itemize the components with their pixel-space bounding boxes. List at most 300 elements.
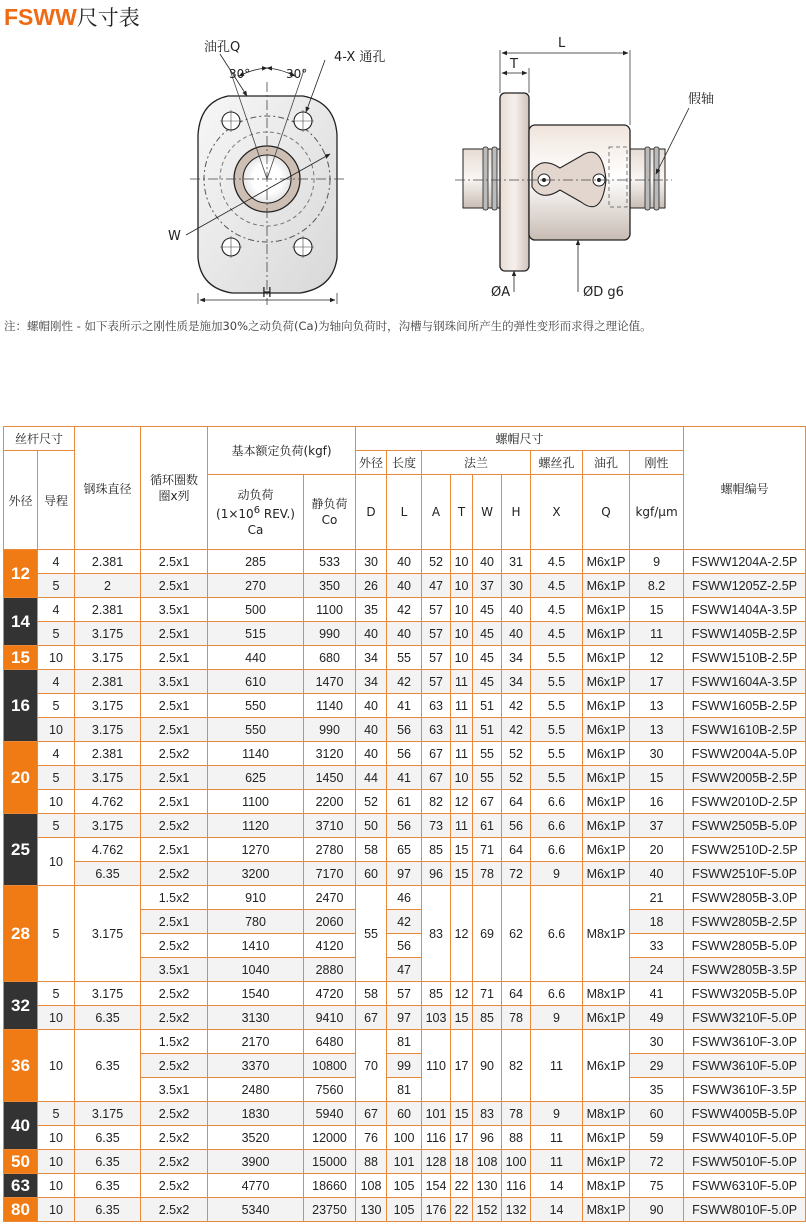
table-cell: M6x1P: [583, 742, 630, 766]
table-cell: 10: [38, 1030, 75, 1102]
model-cell: FSWW5010F-5.0P: [684, 1150, 806, 1174]
header-load-rating: 基本额定负荷(kgf): [208, 427, 356, 475]
table-cell: 550: [208, 694, 304, 718]
table-cell: 10800: [304, 1054, 356, 1078]
header-outer-dia: 外径: [4, 451, 38, 550]
table-cell: M6x1P: [583, 646, 630, 670]
table-cell: 1410: [208, 934, 304, 958]
table-cell: 22: [451, 1198, 473, 1222]
spec-table: [3, 426, 806, 1222]
table-cell: 152: [473, 1198, 502, 1222]
table-cell: 103: [422, 1006, 451, 1030]
table-cell: M6x1P: [583, 550, 630, 574]
table-cell: 57: [422, 598, 451, 622]
table-cell: M6x1P: [583, 766, 630, 790]
table-cell: 3900: [208, 1150, 304, 1174]
table-cell: 56: [502, 814, 531, 838]
table-cell: 61: [473, 814, 502, 838]
header-d: D: [356, 475, 387, 550]
table-cell: 55: [473, 766, 502, 790]
table-cell: 5.5: [531, 670, 583, 694]
table-cell: 116: [502, 1174, 531, 1198]
table-row: [4, 598, 806, 622]
through-hole-label: 4-X 通孔: [334, 50, 386, 65]
table-cell: M8x1P: [583, 886, 630, 982]
model-cell: FSWW1404A-3.5P: [684, 598, 806, 622]
title-suffix: 尺寸表: [76, 6, 140, 30]
table-cell: 45: [473, 670, 502, 694]
table-cell: 5940: [304, 1102, 356, 1126]
table-cell: 40: [630, 862, 684, 886]
table-cell: 41: [387, 766, 422, 790]
table-cell: 5: [38, 694, 75, 718]
model-cell: FSWW2805B-2.5P: [684, 910, 806, 934]
table-row: [4, 886, 806, 910]
header-ball-dia: 钢珠直径: [75, 427, 141, 550]
table-cell: 71: [473, 838, 502, 862]
header-model: 螺帽编号: [684, 427, 806, 550]
table-cell: 3.5x1: [141, 670, 208, 694]
table-cell: 2.381: [75, 670, 141, 694]
table-cell: 5340: [208, 1198, 304, 1222]
table-cell: 3.5x1: [141, 1078, 208, 1102]
table-cell: 51: [473, 718, 502, 742]
table-cell: 40: [502, 622, 531, 646]
table-cell: 55: [473, 742, 502, 766]
table-row: [4, 574, 806, 598]
table-cell: 34: [356, 670, 387, 694]
table-cell: 18660: [304, 1174, 356, 1198]
table-cell: 1100: [304, 598, 356, 622]
screw-outer-dia: 50: [4, 1150, 38, 1174]
table-cell: 41: [630, 982, 684, 1006]
table-cell: 67: [422, 742, 451, 766]
table-cell: 15000: [304, 1150, 356, 1174]
angle-left-label: 30°: [229, 67, 251, 81]
table-cell: 12: [451, 886, 473, 982]
table-cell: 97: [387, 1006, 422, 1030]
table-cell: 6.6: [531, 838, 583, 862]
table-cell: 2.5x2: [141, 1150, 208, 1174]
dia-d-label: ØD g6: [583, 285, 624, 300]
table-cell: 533: [304, 550, 356, 574]
table-cell: 1470: [304, 670, 356, 694]
table-cell: 58: [356, 838, 387, 862]
table-cell: 5: [38, 574, 75, 598]
table-cell: 42: [502, 694, 531, 718]
table-cell: 63: [422, 694, 451, 718]
model-cell: FSWW2004A-5.0P: [684, 742, 806, 766]
screw-outer-dia: 32: [4, 982, 38, 1030]
table-cell: 30: [630, 742, 684, 766]
table-cell: 40: [502, 598, 531, 622]
table-cell: 680: [304, 646, 356, 670]
table-cell: 3.175: [75, 694, 141, 718]
table-cell: 2.5x1: [141, 694, 208, 718]
table-cell: 108: [356, 1174, 387, 1198]
screw-outer-dia: 16: [4, 670, 38, 742]
table-cell: M6x1P: [583, 790, 630, 814]
table-cell: 4: [38, 598, 75, 622]
table-cell: 42: [387, 598, 422, 622]
table-cell: M6x1P: [583, 1126, 630, 1150]
table-cell: M8x1P: [583, 1174, 630, 1198]
table-cell: 17: [630, 670, 684, 694]
table-cell: 3.175: [75, 886, 141, 982]
table-cell: 16: [630, 790, 684, 814]
model-cell: FSWW3610F-3.5P: [684, 1078, 806, 1102]
table-cell: 67: [356, 1006, 387, 1030]
table-cell: 780: [208, 910, 304, 934]
table-cell: 9: [630, 550, 684, 574]
screw-outer-dia: 80: [4, 1198, 38, 1222]
screw-outer-dia: 12: [4, 550, 38, 598]
table-cell: 11: [451, 670, 473, 694]
table-cell: 42: [387, 910, 422, 934]
table-row: [4, 1174, 806, 1198]
table-cell: 6.6: [531, 886, 583, 982]
table-cell: 12: [451, 982, 473, 1006]
table-cell: 22: [451, 1174, 473, 1198]
table-cell: 78: [502, 1006, 531, 1030]
table-cell: 2480: [208, 1078, 304, 1102]
oil-hole-label: 油孔Q: [204, 40, 241, 55]
table-cell: 3.175: [75, 646, 141, 670]
table-cell: M6x1P: [583, 598, 630, 622]
table-cell: 10: [38, 1006, 75, 1030]
table-cell: 57: [422, 670, 451, 694]
table-row: [4, 814, 806, 838]
table-cell: 52: [502, 742, 531, 766]
table-cell: 40: [473, 550, 502, 574]
table-cell: 100: [387, 1126, 422, 1150]
model-cell: FSWW1510B-2.5P: [684, 646, 806, 670]
model-cell: FSWW8010F-5.0P: [684, 1198, 806, 1222]
table-cell: 10: [38, 1198, 75, 1222]
screw-outer-dia: 25: [4, 814, 38, 886]
table-cell: 2.5x1: [141, 838, 208, 862]
table-row: [4, 1006, 806, 1030]
table-cell: 40: [387, 622, 422, 646]
table-cell: 1270: [208, 838, 304, 862]
table-cell: 10: [38, 1150, 75, 1174]
table-cell: 18: [630, 910, 684, 934]
page-title: [4, 2, 140, 32]
table-cell: 350: [304, 574, 356, 598]
table-cell: 130: [473, 1174, 502, 1198]
header-q: Q: [583, 475, 630, 550]
table-cell: 12000: [304, 1126, 356, 1150]
table-cell: M6x1P: [583, 838, 630, 862]
table-cell: 5: [38, 814, 75, 838]
table-cell: 3.175: [75, 766, 141, 790]
table-cell: 35: [356, 598, 387, 622]
table-cell: 5: [38, 622, 75, 646]
table-cell: 72: [630, 1150, 684, 1174]
table-cell: 5.5: [531, 694, 583, 718]
table-cell: 1140: [208, 742, 304, 766]
table-cell: 31: [502, 550, 531, 574]
model-cell: FSWW1604A-3.5P: [684, 670, 806, 694]
table-cell: 2.5x2: [141, 742, 208, 766]
table-cell: M6x1P: [583, 1150, 630, 1174]
model-cell: FSWW3610F-3.0P: [684, 1030, 806, 1054]
table-cell: 13: [630, 694, 684, 718]
table-cell: 5: [38, 766, 75, 790]
header-flange: 法兰: [422, 451, 531, 475]
angle-right-label: 30°: [286, 67, 308, 81]
table-cell: 61: [387, 790, 422, 814]
table-cell: 2.5x2: [141, 862, 208, 886]
table-cell: 2.381: [75, 598, 141, 622]
table-cell: 34: [356, 646, 387, 670]
table-cell: 12: [630, 646, 684, 670]
table-row: [4, 1150, 806, 1174]
table-cell: 1540: [208, 982, 304, 1006]
table-cell: 6.6: [531, 982, 583, 1006]
table-cell: 85: [422, 982, 451, 1006]
table-cell: 2.5x2: [141, 1006, 208, 1030]
table-cell: 2.5x2: [141, 1174, 208, 1198]
table-cell: 57: [422, 646, 451, 670]
side-view: [455, 36, 714, 300]
header-od: 外径: [356, 451, 387, 475]
table-cell: 2.5x1: [141, 790, 208, 814]
table-cell: 5: [38, 886, 75, 982]
table-cell: 11: [531, 1030, 583, 1102]
table-cell: 2200: [304, 790, 356, 814]
model-cell: FSWW3210F-5.0P: [684, 1006, 806, 1030]
table-cell: 5: [38, 982, 75, 1006]
table-cell: 37: [473, 574, 502, 598]
table-cell: 100: [502, 1150, 531, 1174]
table-cell: 550: [208, 718, 304, 742]
model-cell: FSWW3610F-5.0P: [684, 1054, 806, 1078]
header-circuits: 循环圈数 圈x列: [141, 427, 208, 550]
table-row: [4, 742, 806, 766]
table-cell: 67: [473, 790, 502, 814]
model-cell: FSWW6310F-5.0P: [684, 1174, 806, 1198]
table-cell: M6x1P: [583, 718, 630, 742]
table-cell: 30: [630, 1030, 684, 1054]
table-cell: 14: [531, 1174, 583, 1198]
table-cell: 4.762: [75, 790, 141, 814]
model-cell: FSWW1610B-2.5P: [684, 718, 806, 742]
table-cell: 73: [422, 814, 451, 838]
table-cell: 23750: [304, 1198, 356, 1222]
table-row: [4, 790, 806, 814]
table-row: [4, 838, 806, 862]
table-cell: 18: [451, 1150, 473, 1174]
table-cell: 3.175: [75, 814, 141, 838]
table-cell: 17: [451, 1126, 473, 1150]
table-cell: 1040: [208, 958, 304, 982]
table-cell: 81: [387, 1030, 422, 1054]
table-cell: 625: [208, 766, 304, 790]
model-cell: FSWW2805B-5.0P: [684, 934, 806, 958]
table-cell: 42: [387, 670, 422, 694]
table-cell: 2.5x2: [141, 982, 208, 1006]
table-row: [4, 1030, 806, 1054]
table-cell: 3.175: [75, 718, 141, 742]
header-oil-hole: 油孔: [583, 451, 630, 475]
table-cell: 2.5x1: [141, 622, 208, 646]
table-cell: 4720: [304, 982, 356, 1006]
table-cell: 3130: [208, 1006, 304, 1030]
table-cell: 13: [630, 718, 684, 742]
header-length: 长度: [387, 451, 422, 475]
table-cell: 88: [356, 1150, 387, 1174]
table-cell: 40: [356, 742, 387, 766]
table-cell: 11: [451, 718, 473, 742]
header-t: T: [451, 475, 473, 550]
table-cell: 90: [473, 1030, 502, 1102]
t-label: T: [510, 57, 518, 72]
table-cell: 9: [531, 862, 583, 886]
model-cell: FSWW1205Z-2.5P: [684, 574, 806, 598]
table-cell: 56: [387, 718, 422, 742]
table-cell: 2.5x2: [141, 1198, 208, 1222]
table-cell: 51: [473, 694, 502, 718]
table-cell: 55: [356, 886, 387, 982]
screw-outer-dia: 36: [4, 1030, 38, 1102]
table-cell: 8.2: [630, 574, 684, 598]
table-row: [4, 1126, 806, 1150]
table-cell: 116: [422, 1126, 451, 1150]
table-cell: 154: [422, 1174, 451, 1198]
table-cell: 42: [502, 718, 531, 742]
table-cell: 10: [451, 598, 473, 622]
table-cell: 6.35: [75, 1126, 141, 1150]
table-cell: 71: [473, 982, 502, 1006]
header-nut-size: 螺帽尺寸: [356, 427, 684, 451]
dummy-shaft-label: 假轴: [688, 92, 715, 107]
table-cell: 57: [387, 982, 422, 1006]
table-cell: 60: [387, 1102, 422, 1126]
table-row: [4, 694, 806, 718]
table-cell: 15: [451, 862, 473, 886]
model-cell: FSWW3205B-5.0P: [684, 982, 806, 1006]
table-cell: 270: [208, 574, 304, 598]
model-cell: FSWW1405B-2.5P: [684, 622, 806, 646]
table-cell: 2.5x2: [141, 1054, 208, 1078]
table-cell: 85: [473, 1006, 502, 1030]
table-row: [4, 766, 806, 790]
table-cell: 110: [422, 1030, 451, 1102]
table-cell: 2.5x1: [141, 574, 208, 598]
screw-outer-dia: 28: [4, 886, 38, 982]
table-cell: 9410: [304, 1006, 356, 1030]
model-cell: FSWW1605B-2.5P: [684, 694, 806, 718]
table-cell: 30: [502, 574, 531, 598]
table-cell: 910: [208, 886, 304, 910]
screw-outer-dia: 14: [4, 598, 38, 646]
table-cell: 5.5: [531, 742, 583, 766]
table-cell: 7560: [304, 1078, 356, 1102]
table-row: [4, 670, 806, 694]
model-cell: FSWW2505B-5.0P: [684, 814, 806, 838]
table-cell: 85: [422, 838, 451, 862]
table-cell: 72: [502, 862, 531, 886]
header-bolt-hole: 螺丝孔: [531, 451, 583, 475]
table-cell: 15: [630, 598, 684, 622]
table-cell: 17: [451, 1030, 473, 1102]
table-cell: 9: [531, 1006, 583, 1030]
model-cell: FSWW4010F-5.0P: [684, 1126, 806, 1150]
table-cell: 20: [630, 838, 684, 862]
table-cell: 33: [630, 934, 684, 958]
table-cell: 11: [531, 1126, 583, 1150]
table-cell: 130: [356, 1198, 387, 1222]
table-cell: M6x1P: [583, 574, 630, 598]
table-cell: 5.5: [531, 766, 583, 790]
table-cell: 52: [502, 766, 531, 790]
screw-outer-dia: 63: [4, 1174, 38, 1198]
table-cell: 990: [304, 622, 356, 646]
header-stiffness: 刚性: [630, 451, 684, 475]
table-cell: 88: [502, 1126, 531, 1150]
table-cell: 67: [356, 1102, 387, 1126]
model-cell: FSWW1204A-2.5P: [684, 550, 806, 574]
header-k: kgf/μm: [630, 475, 684, 550]
table-cell: 14: [531, 1198, 583, 1222]
table-cell: 4.762: [75, 838, 141, 862]
table-cell: 21: [630, 886, 684, 910]
table-cell: 45: [473, 622, 502, 646]
table-cell: 2.5x2: [141, 1102, 208, 1126]
table-cell: 2170: [208, 1030, 304, 1054]
table-cell: 4: [38, 742, 75, 766]
header-screw-size: 丝杆尺寸: [4, 427, 75, 451]
table-row: [4, 862, 806, 886]
table-row: [4, 622, 806, 646]
table-cell: 4.5: [531, 598, 583, 622]
table-cell: 12: [451, 790, 473, 814]
table-cell: 59: [630, 1126, 684, 1150]
table-cell: 3710: [304, 814, 356, 838]
table-cell: 15: [630, 766, 684, 790]
table-cell: 2470: [304, 886, 356, 910]
table-cell: 3.175: [75, 622, 141, 646]
table-cell: 60: [630, 1102, 684, 1126]
table-cell: 29: [630, 1054, 684, 1078]
table-cell: 2.5x1: [141, 646, 208, 670]
table-cell: 3.175: [75, 1102, 141, 1126]
table-cell: 75: [630, 1174, 684, 1198]
table-cell: M6x1P: [583, 670, 630, 694]
table-cell: 69: [473, 886, 502, 982]
table-cell: 9: [531, 1102, 583, 1126]
table-cell: 7170: [304, 862, 356, 886]
table-cell: 41: [387, 694, 422, 718]
table-cell: 6.35: [75, 1006, 141, 1030]
model-cell: FSWW2805B-3.5P: [684, 958, 806, 982]
stiffness-note: 注：螺帽刚性 - 如下表所示之刚性质是施加30%之动负荷(Ca)为轴向负荷时，沟槽与钢珠间所产生的弹性变形而求得之理论值。: [4, 319, 652, 333]
table-cell: 6.35: [75, 862, 141, 886]
model-cell: FSWW2010D-2.5P: [684, 790, 806, 814]
table-cell: 4.5: [531, 574, 583, 598]
table-cell: 176: [422, 1198, 451, 1222]
table-cell: 2.5x1: [141, 718, 208, 742]
table-cell: 2.5x1: [141, 766, 208, 790]
table-cell: 2.5x2: [141, 1126, 208, 1150]
dia-a-label: ØA: [491, 285, 511, 300]
table-cell: 128: [422, 1150, 451, 1174]
table-cell: 10: [38, 1174, 75, 1198]
table-cell: 10: [451, 622, 473, 646]
table-cell: 76: [356, 1126, 387, 1150]
table-cell: 285: [208, 550, 304, 574]
